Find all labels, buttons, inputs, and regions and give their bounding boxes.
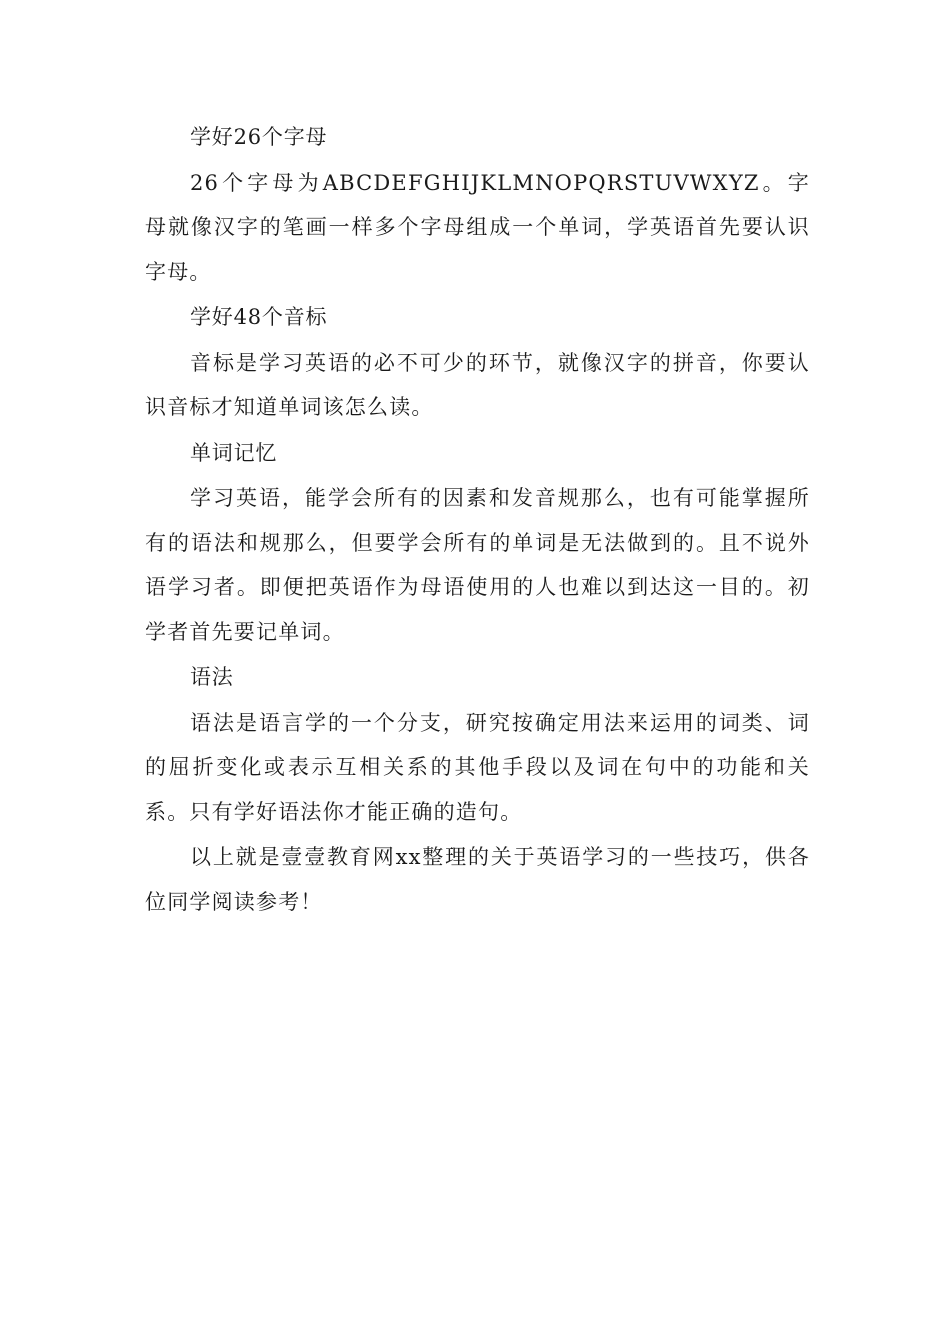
heading-learn-26-letters: 学好26个字母 <box>190 125 328 149</box>
heading-learn-48-phonetics: 学好48个音标 <box>190 305 328 329</box>
heading-vocabulary-memory: 单词记忆 <box>190 440 278 465</box>
paragraph-letters: 26个字母为ABCDEFGHIJKLMNOPQRSTUVWXYZ。字母就像汉字的笔画一样多个字母组成一个单词，学英语首先要认识字母。 <box>145 170 810 284</box>
paragraph-phonetics: 音标是学习英语的必不可少的环节，就像汉字的拼音，你要认识音标才知道单词该怎么读。 <box>145 350 810 419</box>
paragraph-closing: 以上就是壹壹教育网xx整理的关于英语学习的一些技巧，供各位同学阅读参考！ <box>145 845 810 914</box>
heading-grammar: 语法 <box>190 665 234 689</box>
paragraph-vocabulary: 学习英语，能学会所有的因素和发音规那么，也有可能掌握所有的语法和规那么，但要学会所有的单词是无法做到的。且不说外语学习者。即便把英语作为母语使用的人也难以到达这一目的。初学者首先要记单词。 <box>145 486 810 644</box>
paragraph-grammar: 语法是语言学的一个分支，研究按确定用法来运用的词类、词的屈折变化或表示互相关系的其他手段以及词在句中的功能和关系。只有学好语法你才能正确的造句。 <box>145 710 810 824</box>
document-page <box>145 115 810 925</box>
